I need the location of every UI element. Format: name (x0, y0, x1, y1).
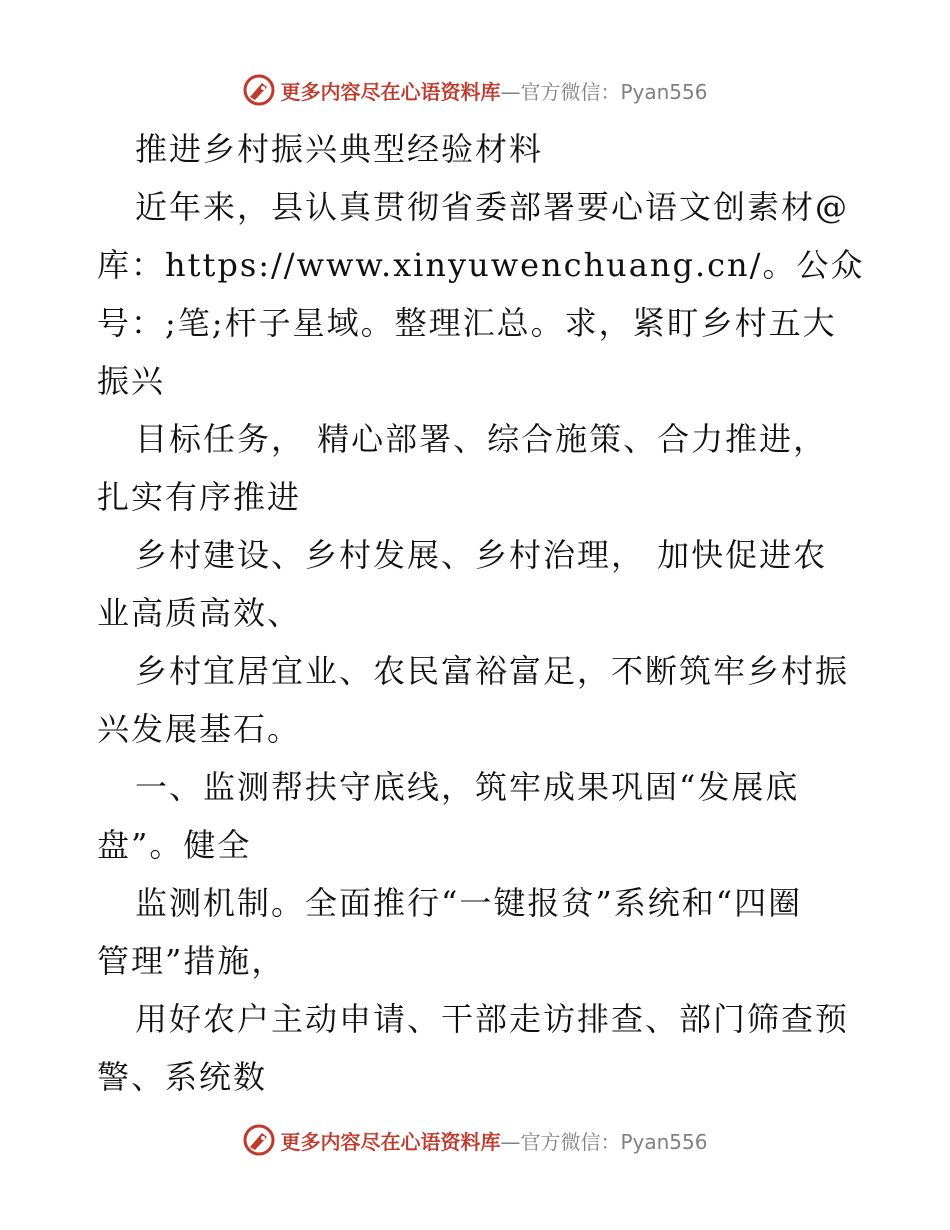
banner-wechat-text: —官方微信：Pyan556 (500, 79, 708, 104)
paragraph-line: 用好农户主动申请、干部走访排查、部门筛查预 (135, 1000, 850, 1038)
paragraph-line: 盘”。健全 (97, 826, 252, 864)
pen-nib-logo-icon (242, 1123, 276, 1157)
paragraph-line: 兴发展基石。 (97, 710, 302, 748)
banner-wechat-text: —官方微信：Pyan556 (500, 1129, 708, 1154)
paragraph-line: 监测机制。全面推行“一键报贫”系统和“四圈 (135, 884, 803, 922)
banner-library-text: 更多内容尽在心语资料库 (280, 1129, 501, 1154)
paragraph-line: 目标任务， 精心部署、综合施策、合力推进， (135, 420, 828, 458)
document-title: 推进乡村振兴典型经验材料 (135, 130, 544, 168)
banner-library-text: 更多内容尽在心语资料库 (280, 79, 501, 104)
section-heading-line: 一、监测帮扶守底线，筑牢成果巩固“发展底 (135, 768, 800, 806)
paragraph-line: 扎实有序推进 (97, 478, 302, 516)
footer-banner (0, 1120, 950, 1160)
header-banner (0, 70, 950, 110)
paragraph-line: 库：https://www.xinyuwenchuang.cn/。公众 (97, 246, 865, 284)
paragraph-line: 号：;笔;杆子星域。整理汇总。求，紧盯乡村五大 (97, 304, 837, 342)
paragraph-line: 乡村宜居宜业、农民富裕富足，不断筑牢乡村振 (135, 652, 850, 690)
paragraph-line: 警、系统数 (97, 1058, 268, 1096)
paragraph-line: 乡村建设、乡村发展、乡村治理， 加快促进农 (135, 536, 828, 574)
document-body (97, 120, 865, 1106)
paragraph-line: 近年来，县认真贯彻省委部署要心语文创素材@ (135, 188, 850, 226)
pen-nib-logo-icon (242, 73, 276, 107)
paragraph-line: 振兴 (97, 362, 166, 400)
paragraph-line: 管理”措施， (97, 942, 286, 980)
paragraph-line: 业高质高效、 (97, 594, 302, 632)
